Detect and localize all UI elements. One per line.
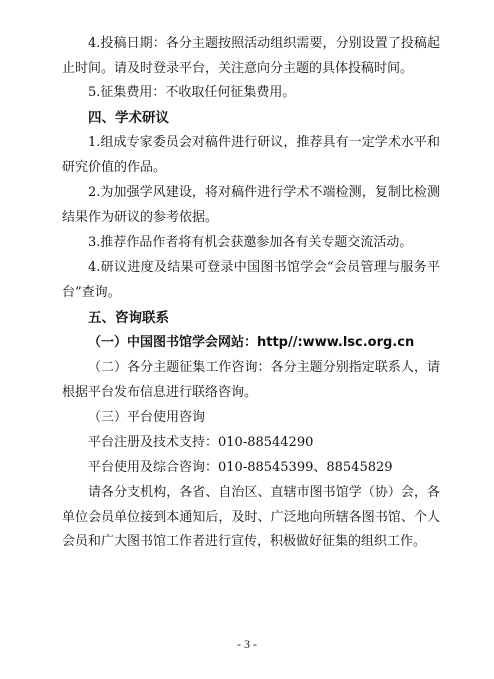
contact-website: （一）中国图书馆学会网站：http//:www.lsc.org.cn — [88, 335, 415, 350]
contact-general-inquiry: 平台使用及综合咨询：010-88545399、88545829 — [88, 460, 393, 475]
paragraph-review-4: 4.研议进度及结果可登录中国图书馆学会“会员管理与服务平台”查询。 — [62, 260, 440, 300]
paragraph-fees: 5.征集费用：不收取任何征集费用。 — [88, 85, 296, 100]
contact-platform-heading: （三）平台使用咨询 — [88, 410, 206, 425]
paragraph-review-3: 3.推荐作品作者将有机会获邀参加各有关专题交流活动。 — [88, 235, 413, 250]
contact-topic-inquiry: （二）各分主题征集工作咨询：各分主题分别指定联系人，请根据平台发布信息进行联络咨询。 — [62, 360, 440, 400]
paragraph-closing-request: 请各分支机构，各省、自治区、直辖市图书馆学（协）会，各单位会员单位接到本通知后，及时、广泛地向所辖各图书馆、个人会员和广大图书馆工作者进行宣传，积极做好征集的组织工作。 — [62, 485, 440, 549]
paragraph-review-2: 2.为加强学风建设，将对稿件进行学术不端检测，复制比检测结果作为研议的参考依据。 — [62, 185, 440, 225]
page-number: - 3 - — [237, 637, 257, 651]
paragraph-review-1: 1.组成专家委员会对稿件进行研议，推荐具有一定学术水平和研究价值的作品。 — [62, 135, 440, 175]
contact-tech-support: 平台注册及技术支持：010-88544290 — [88, 435, 314, 450]
paragraph-submission-date: 4.投稿日期：各分主题按照活动组织需要，分别设置了投稿起止时间。请及时登录平台，关注意向分主题的具体投稿时间。 — [62, 36, 440, 76]
section-heading-academic-review: 四、学术研议 — [88, 110, 169, 126]
section-heading-contact: 五、咨询联系 — [88, 310, 169, 326]
